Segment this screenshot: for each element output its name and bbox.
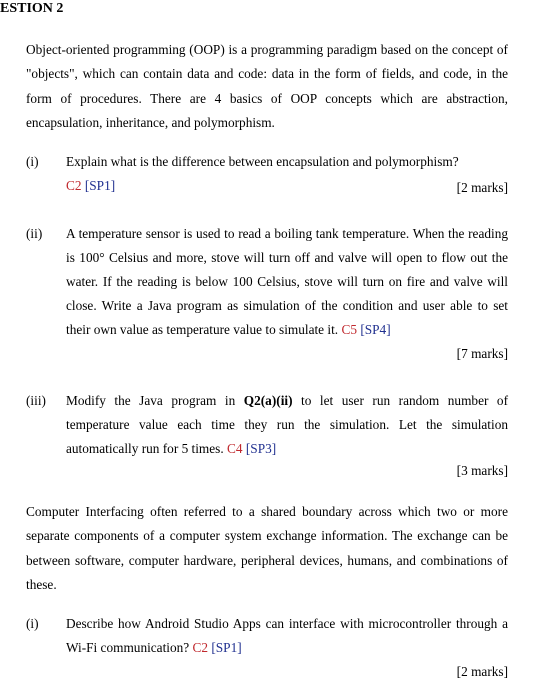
- skill-reference: [SP1]: [84, 178, 116, 193]
- question-body: [66, 150, 508, 198]
- course-outcome-code: C2: [66, 178, 82, 193]
- question-text: Describe how Android Studio Apps can interface with microcontroller through a Wi-Fi communication?: [66, 616, 508, 655]
- skill-reference: [SP1]: [211, 640, 242, 655]
- interfacing-paragraph: Computer Interfacing often referred to a shared boundary across which two or more separate components of a computer system exchange information. The exchange can be between software, computer hardware, peripheral devices, humans, and combinations of these.: [26, 504, 508, 592]
- question-text: Modify the Java program in: [66, 393, 236, 408]
- question-body: [66, 222, 508, 342]
- intro-paragraph: Object-oriented programming (OOP) is a programming paradigm based on the concept of "objects", which can contain data and code: data in the form of fields, and code, in the form of procedures. There are 4 basics of OOP concepts which are abstraction, encapsulation, inheritance, and polymorphism.: [26, 42, 508, 130]
- marks-label: [3 marks]: [456, 463, 508, 478]
- question-text: A temperature sensor is used to read a boiling tank temperature. When the reading is 100° Celsius and more, stove will turn off and valve will open to flow out the water. If the reading is below 100 Celsius, stove will turn on fire and valve will close. Write a Java program as simulation of the condition and user able to set their own value as temperature value to simulate it.: [66, 226, 508, 337]
- question-number: (i): [26, 616, 39, 631]
- question-number: (iii): [26, 393, 46, 408]
- question-text-continued: to let user run random number of temperature value each time they run the simulation. Let the simulation automatically run for 5 times.: [66, 393, 508, 456]
- marks-label: [2 marks]: [456, 180, 508, 195]
- question-reference: Q2(a)(ii): [243, 393, 293, 408]
- question-body: [66, 612, 508, 660]
- marks-label: [7 marks]: [456, 346, 508, 361]
- question-number: (i): [26, 154, 39, 169]
- question-body: [66, 389, 508, 461]
- question-number: (ii): [26, 226, 43, 241]
- skill-reference: [SP3]: [245, 441, 277, 456]
- skill-reference: [SP4]: [360, 322, 391, 337]
- course-outcome-code: C5: [341, 322, 357, 337]
- question-text: Explain what is the difference between encapsulation and polymorphism?: [66, 154, 459, 169]
- marks-label: [2 marks]: [456, 664, 508, 679]
- course-outcome-code: C4: [227, 441, 243, 456]
- course-outcome-code: C2: [192, 640, 209, 655]
- question-heading: ESTION 2: [0, 1, 64, 16]
